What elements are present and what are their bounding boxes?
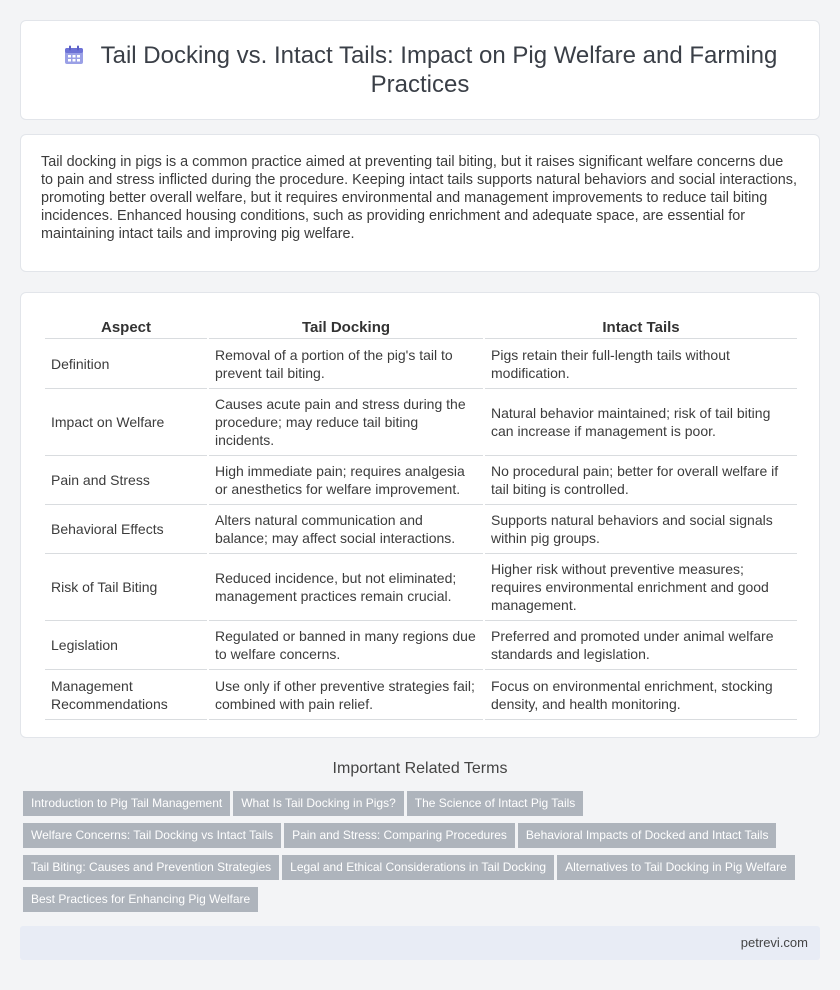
tail-docking-cell: Alters natural communication and balance; may affect social interactions.: [209, 505, 483, 554]
header-card: [20, 20, 820, 120]
aspect-cell: Pain and Stress: [45, 456, 207, 505]
table-row: [45, 456, 797, 505]
tail-docking-cell: Removal of a portion of the pig's tail to prevent tail biting.: [209, 339, 483, 389]
comparison-table-card: [20, 292, 820, 738]
comparison-table: [43, 315, 799, 720]
related-term-tag[interactable]: Best Practices for Enhancing Pig Welfare: [23, 887, 258, 912]
table-row: [45, 505, 797, 554]
related-term-tag[interactable]: Alternatives to Tail Docking in Pig Welfare: [557, 855, 795, 880]
tail-docking-cell: Reduced incidence, but not eliminated; management practices remain crucial.: [209, 554, 483, 621]
related-term-tag[interactable]: What Is Tail Docking in Pigs?: [233, 791, 404, 816]
calendar-icon: [63, 44, 85, 66]
intro-paragraph: Tail docking in pigs is a common practice aimed at preventing tail biting, but it raises significant welfare concerns due to pain and stress inflicted during the procedure. Keeping intact tails supports natural behaviors and social interactions, promoting better overall welfare, but it requires environmental and management improvements to reduce tail biting incidences. Enhanced housing conditions, such as providing enrichment and adequate space, are essential for maintaining intact tails and improving pig welfare.: [41, 154, 797, 242]
page-title: [61, 41, 779, 99]
footer: [20, 926, 820, 960]
related-term-tag[interactable]: Legal and Ethical Considerations in Tail Docking: [282, 855, 554, 880]
header-aspect: Aspect: [45, 315, 207, 339]
related-terms-title: Important Related Terms: [332, 760, 508, 777]
aspect-cell: Definition: [45, 339, 207, 389]
intro-card: [20, 134, 820, 272]
related-term-tag[interactable]: Tail Biting: Causes and Prevention Strategies: [23, 855, 279, 880]
tail-docking-cell: Use only if other preventive strategies fail; combined with pain relief.: [209, 670, 483, 720]
tail-docking-cell: Regulated or banned in many regions due to welfare concerns.: [209, 621, 483, 670]
aspect-cell: Impact on Welfare: [45, 389, 207, 456]
page-title-text: Tail Docking vs. Intact Tails: Impact on Pig Welfare and Farming Practices: [100, 42, 778, 98]
table-row: [45, 339, 797, 389]
header-intact-tails: Intact Tails: [485, 315, 797, 339]
aspect-cell: Risk of Tail Biting: [45, 554, 207, 621]
intact-tails-cell: Preferred and promoted under animal welfare standards and legislation.: [485, 621, 797, 670]
table-row: [45, 621, 797, 670]
table-header-row: [45, 315, 797, 339]
header-tail-docking: Tail Docking: [209, 315, 483, 339]
tail-docking-cell: Causes acute pain and stress during the procedure; may reduce tail biting incidents.: [209, 389, 483, 456]
aspect-cell: Behavioral Effects: [45, 505, 207, 554]
intact-tails-cell: Natural behavior maintained; risk of tail biting can increase if management is poor.: [485, 389, 797, 456]
tail-docking-cell: High immediate pain; requires analgesia or anesthetics for welfare improvement.: [209, 456, 483, 505]
related-term-tag[interactable]: Introduction to Pig Tail Management: [23, 791, 230, 816]
aspect-cell: Legislation: [45, 621, 207, 670]
related-term-tag[interactable]: The Science of Intact Pig Tails: [407, 791, 584, 816]
intact-tails-cell: Focus on environmental enrichment, stocking density, and health monitoring.: [485, 670, 797, 720]
aspect-cell: Management Recommendations: [45, 670, 207, 720]
table-row: [45, 670, 797, 720]
intact-tails-cell: Supports natural behaviors and social signals within pig groups.: [485, 505, 797, 554]
intact-tails-cell: Higher risk without preventive measures; requires environmental enrichment and good management.: [485, 554, 797, 621]
related-term-tag[interactable]: Pain and Stress: Comparing Procedures: [284, 823, 515, 848]
footer-site-link[interactable]: petrevi.com: [740, 935, 808, 950]
related-term-tag[interactable]: Welfare Concerns: Tail Docking vs Intact Tails: [23, 823, 281, 848]
related-term-tag[interactable]: Behavioral Impacts of Docked and Intact Tails: [518, 823, 777, 848]
intact-tails-cell: No procedural pain; better for overall welfare if tail biting is controlled.: [485, 456, 797, 505]
intact-tails-cell: Pigs retain their full-length tails without modification.: [485, 339, 797, 389]
table-row: [45, 554, 797, 621]
table-row: [45, 389, 797, 456]
related-terms-list: [23, 791, 823, 919]
